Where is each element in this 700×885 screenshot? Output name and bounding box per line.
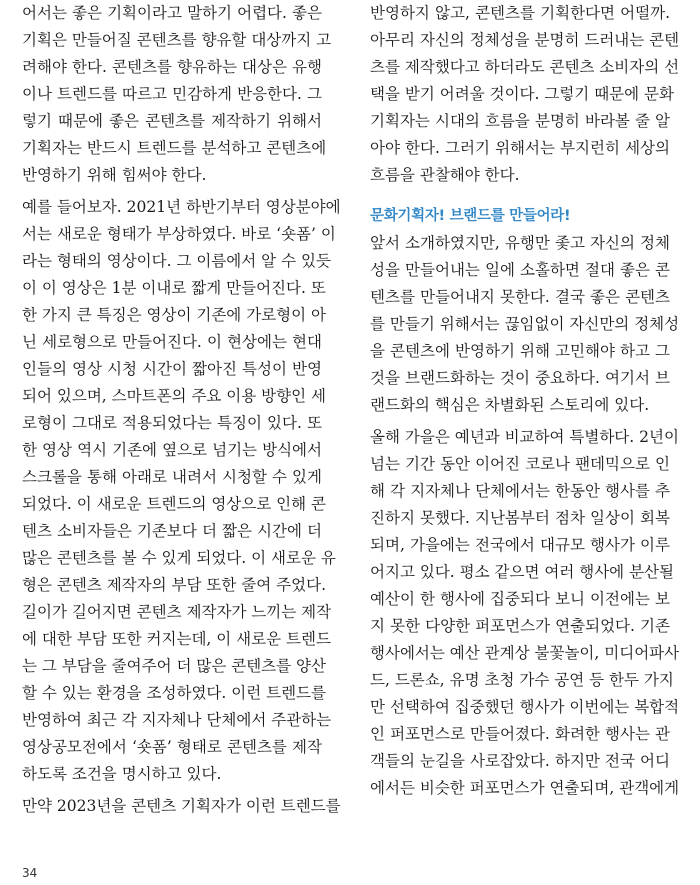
- paragraph: [22, 194, 341, 788]
- paragraph: [22, 0, 332, 189]
- text-line: 길이가 길어지면 콘텐츠 제작자가 느끼는 제작: [22, 603, 332, 621]
- text-line: 진하지 못했다. 지난봄부터 점차 일상이 회복: [370, 509, 670, 527]
- paragraph: [370, 424, 680, 802]
- text-line: 되었다. 이 새로운 트렌드의 영상으로 인해 콘: [22, 495, 327, 513]
- text-line: 이나 트렌드를 따르고 민감하게 반응한다. 그: [22, 85, 322, 103]
- paragraph: [370, 230, 680, 419]
- paragraph: [370, 0, 680, 189]
- text-line: 이 이 영상은 1분 이내로 짧게 만들어진다. 또: [22, 279, 326, 297]
- text-line: 만 선택하여 집중했던 행사가 이번에는 복합적: [370, 698, 680, 716]
- text-line: 하도록 조건을 명시하고 있다.: [22, 765, 222, 783]
- section-heading: 문화기획자! 브랜드를 만들어라!: [370, 208, 571, 224]
- text-line: 어서는 좋은 기획이라고 말하기 어렵다. 좋은: [22, 4, 322, 22]
- text-line: 예를 들어보자. 2021년 하반기부터 영상분야에: [22, 198, 341, 216]
- text-line: 성을 만들어내는 일에 소홀하면 절대 좋은 콘: [370, 261, 670, 279]
- text-line: 스크롤을 통해 아래로 내려서 시청할 수 있게: [22, 468, 322, 486]
- text-line: 랜드화의 핵심은 차별화된 스토리에 있다.: [370, 396, 650, 414]
- right-column: [370, 0, 680, 802]
- text-line: 텐츠 소비자들은 기존보다 더 짧은 시간에 더: [22, 522, 322, 540]
- text-line: 는 그 부담을 줄여주어 더 많은 콘텐츠를 양산: [22, 657, 327, 675]
- text-line: 지 못한 다양한 퍼포먼스가 연출되었다. 기존: [370, 617, 670, 635]
- text-line: 드, 드론쇼, 유명 초청 가수 공연 등 한두 가지: [370, 671, 674, 689]
- text-line: 로형이 그대로 적용되었다는 특징이 있다. 또: [22, 414, 322, 432]
- left-column: [22, 0, 341, 820]
- text-line: 기획자는 반드시 트렌드를 분석하고 콘텐츠에: [22, 139, 327, 157]
- text-line: 를 만들기 위해서는 끊임없이 자신만의 정체성: [370, 315, 680, 333]
- text-line: 만약 2023년을 콘텐츠 기획자가 이런 트렌드를: [22, 797, 341, 815]
- text-line: 라는 형태의 영상이다. 그 이름에서 알 수 있듯: [22, 252, 331, 270]
- text-line: 되어 있으며, 스마트폰의 주요 이용 방향인 세: [22, 387, 327, 405]
- text-line: 기획자는 시대의 흐름을 분명히 바라볼 줄 알: [370, 112, 670, 130]
- text-line: 에서든 비슷한 퍼포먼스가 연출되며, 관객에게: [370, 779, 680, 797]
- text-line: 아야 한다. 그러기 위해서는 부지런히 세상의: [370, 139, 670, 157]
- text-line: 렇기 때문에 좋은 콘텐츠를 제작하기 위해서: [22, 112, 322, 130]
- text-line: 어지고 있다. 평소 같으면 여러 행사에 분산될: [370, 563, 675, 581]
- page-number: 34: [22, 866, 38, 880]
- text-line: 기획은 만들어질 콘텐츠를 향유할 대상까지 고: [22, 31, 332, 49]
- text-line: 한 영상 역시 기존에 옆으로 넘기는 방식에서: [22, 441, 322, 459]
- text-line: 올해 가을은 예년과 비교하여 특별하다. 2년이: [370, 428, 679, 446]
- text-line: 영상공모전에서 ‘숏폼’ 형태로 콘텐츠를 제작: [22, 738, 322, 756]
- text-line: 예산이 한 행사에 집중되다 보니 이전에는 보: [370, 590, 670, 608]
- text-line: 반영하여 최근 각 지자체나 단체에서 주관하는: [22, 711, 332, 729]
- text-line: 것을 브랜드화하는 것이 중요하다. 여기서 브: [370, 369, 670, 387]
- text-line: 흐름을 관찰해야 한다.: [370, 166, 520, 184]
- text-line: 을 콘텐츠에 반영하기 위해 고민해야 하고 그: [370, 342, 670, 360]
- text-line: 많은 콘텐츠를 볼 수 있게 되었다. 이 새로운 유: [22, 549, 336, 567]
- text-line: 서는 새로운 형태가 부상하였다. 바로 ‘숏폼’ 이: [22, 225, 336, 243]
- text-line: 형은 콘텐츠 제작자의 부담 또한 줄여 주었다.: [22, 576, 327, 594]
- text-line: 인 퍼포먼스로 만들어졌다. 화려한 행사는 관: [370, 725, 670, 743]
- paragraph: [22, 793, 341, 820]
- text-line: 택을 받기 어려울 것이다. 그렇기 때문에 문화: [370, 85, 675, 103]
- text-line: 한 가지 큰 특징은 영상이 기존에 가로형이 아: [22, 306, 327, 324]
- text-line: 츠를 제작했다고 하더라도 콘텐츠 소비자의 선: [370, 58, 680, 76]
- text-line: 반영하지 않고, 콘텐츠를 기획한다면 어떨까.: [370, 4, 670, 22]
- text-line: 객들의 눈길을 사로잡았다. 하지만 전국 어디: [370, 752, 670, 770]
- text-line: 행사에서는 예산 관계상 불꽃놀이, 미디어파사: [370, 644, 680, 662]
- text-line: 넘는 기간 동안 이어진 코로나 팬데믹으로 인: [370, 455, 670, 473]
- text-line: 닌 세로형으로 만들어진다. 이 현상에는 현대: [22, 333, 322, 351]
- text-line: 아무리 자신의 정체성을 분명히 드러내는 콘텐: [370, 31, 680, 49]
- text-line: 되며, 가을에는 전국에서 대규모 행사가 이루: [370, 536, 670, 554]
- text-line: 려해야 한다. 콘텐츠를 향유하는 대상은 유행: [22, 58, 322, 76]
- text-line: 반영하기 위해 힘써야 한다.: [22, 166, 207, 184]
- text-line: 해 각 지자체나 단체에서는 한동안 행사를 추: [370, 482, 670, 500]
- text-line: 할 수 있는 환경을 조성하였다. 이런 트렌드를: [22, 684, 327, 702]
- text-line: 인들의 영상 시청 시간이 짧아진 특성이 반영: [22, 360, 322, 378]
- text-line: 텐츠를 만들어내지 못한다. 결국 좋은 콘텐츠: [370, 288, 670, 306]
- text-line: 에 대한 부담 또한 커지는데, 이 새로운 트렌드: [22, 630, 331, 648]
- text-line: 앞서 소개하였지만, 유행만 좇고 자신의 정체: [370, 234, 670, 252]
- section-spacer: [370, 189, 670, 203]
